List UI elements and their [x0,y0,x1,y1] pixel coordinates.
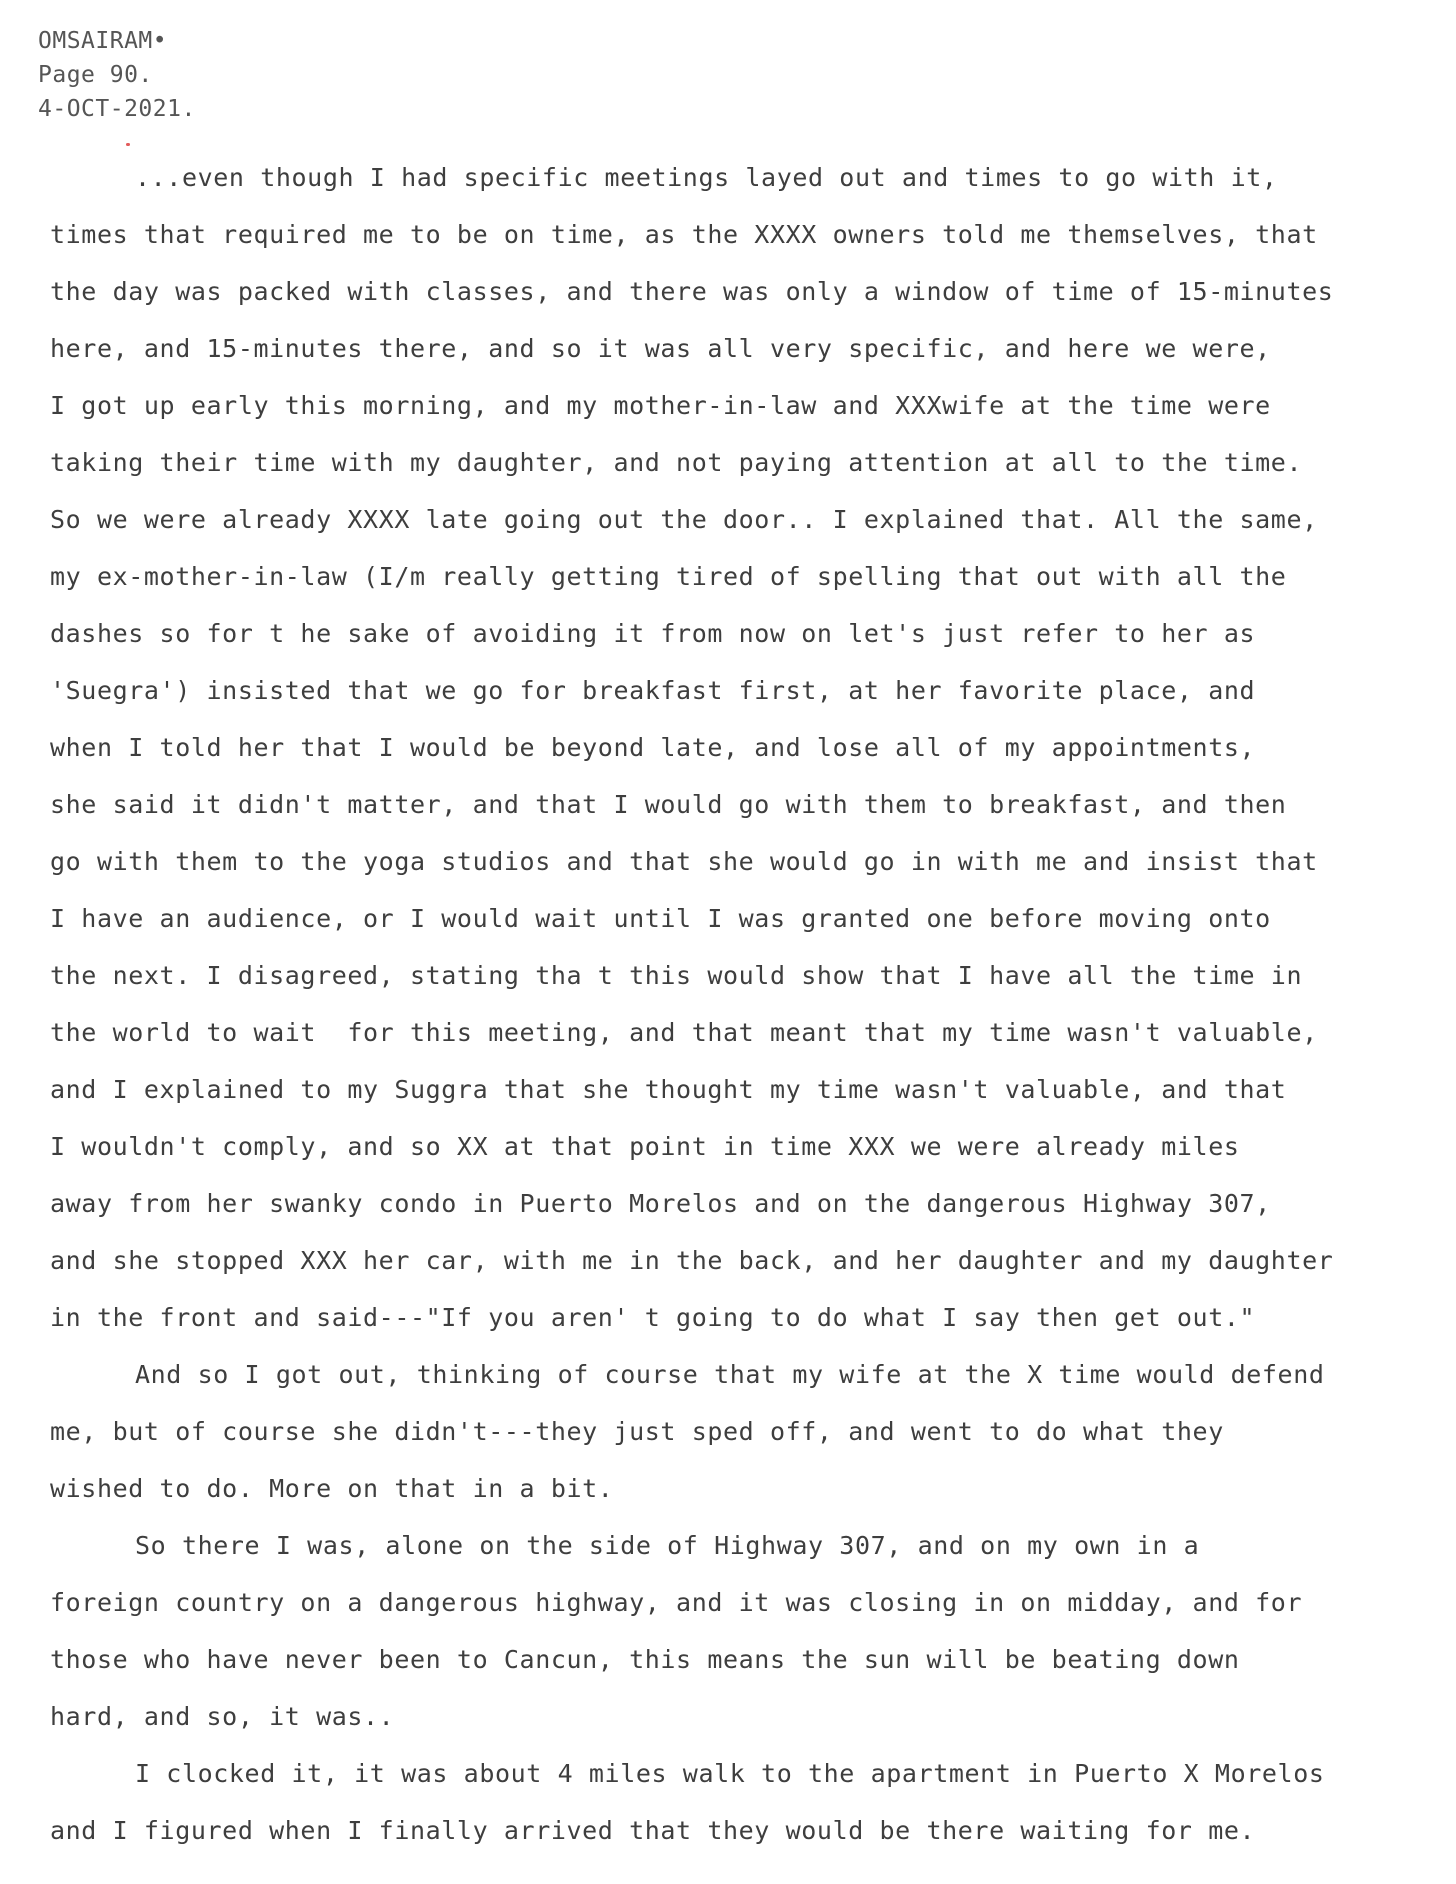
text-line: go with them to the yoga studios and that she would go in with me and insist that [50,847,1318,876]
header-title: OMSAIRAM• [38,28,168,54]
page-header [38,24,196,126]
text-line: when I told her that I would be beyond late, and lose all of my appointments, [50,733,1256,762]
text-line: I have an audience, or I would wait until I was granted one before moving onto [50,904,1271,933]
text-line: and I figured when I finally arrived that they would be there waiting for me. [50,1816,1256,1845]
text-line: the world to wait for this meeting, and that meant that my time wasn't valuable, [50,1018,1318,1047]
text-line: So we were already XXXX late going out the door.. I explained that. All the same, [50,505,1318,534]
page-date: 4-OCT-2021. [38,96,196,122]
text-line: here, and 15-minutes there, and so it was all very specific, and here we were, [50,334,1271,363]
body-text [50,149,1450,1859]
text-line: and I explained to my Suggra that she thought my time wasn't valuable, and that [50,1075,1287,1104]
text-line: and she stopped XXX her car, with me in the back, and her daughter and my daughter [50,1246,1334,1275]
text-line: I clocked it, it was about 4 miles walk to the apartment in Puerto X Morelos [135,1759,1325,1788]
text-line: me, but of course she didn't---they just sped off, and went to do what they [50,1417,1224,1446]
text-line: the day was packed with classes, and there was only a window of time of 15-minutes [50,277,1334,306]
text-line: And so I got out, thinking of course that my wife at the X time would defend [135,1360,1325,1389]
text-line: wished to do. More on that in a bit. [50,1474,614,1503]
text-line: So there I was, alone on the side of Highway 307, and on my own in a [135,1531,1200,1560]
red-ink-mark [126,143,130,146]
text-line: times that required me to be on time, as the XXXX owners told me themselves, that [50,220,1318,249]
page-number: Page 90. [38,62,153,88]
text-line: hard, and so, it was.. [50,1702,395,1731]
text-line: those who have never been to Cancun, this means the sun will be beating down [50,1645,1240,1674]
text-line: foreign country on a dangerous highway, and it was closing in on midday, and for [50,1588,1303,1617]
text-line: away from her swanky condo in Puerto Morelos and on the dangerous Highway 307, [50,1189,1271,1218]
text-line: I wouldn't comply, and so XX at that point in time XXX we were already miles [50,1132,1240,1161]
text-line: taking their time with my daughter, and not paying attention at all to the time. [50,448,1303,477]
text-line: 'Suegra') insisted that we go for breakfast first, at her favorite place, and [50,676,1256,705]
text-line: she said it didn't matter, and that I would go with them to breakfast, and then [50,790,1287,819]
text-line: I got up early this morning, and my mother-in-law and XXXwife at the time were [50,391,1271,420]
text-line: dashes so for t he sake of avoiding it from now on let's just refer to her as [50,619,1256,648]
text-line: my ex-mother-in-law (I/m really getting tired of spelling that out with all the [50,562,1287,591]
text-line: in the front and said---"If you aren' t going to do what I say then get out." [50,1303,1256,1332]
text-line: ...even though I had specific meetings layed out and times to go with it, [135,163,1278,192]
text-line: the next. I disagreed, stating tha t this would show that I have all the time in [50,961,1303,990]
